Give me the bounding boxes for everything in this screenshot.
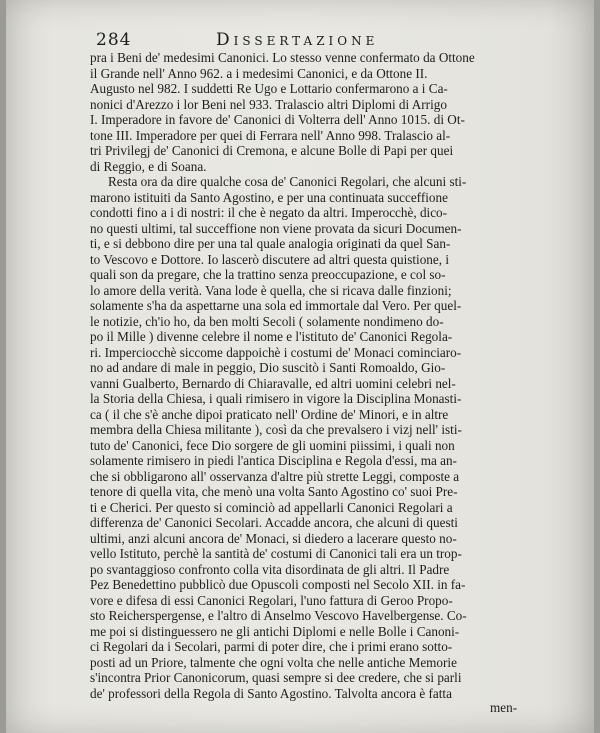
text-line: tri Privilegj de' Canonici di Cremona, e alcune Bolle di Papi per quei <box>90 143 454 158</box>
text-line: posti ad un Priore, talmente che ogni volta che nelle antiche Memorie <box>90 654 457 670</box>
text-line: le notizie, ch'io ho, da ben molti Secoli ( solamente nondimeno do- <box>90 313 444 329</box>
text-line: tuto de' Canonici, fece Dio sorgere de gli uomini piissimi, i quali non <box>90 437 455 453</box>
text-line: ri. Imperciocchè siccome dappoichè i costumi de' Monaci cominciaro- <box>90 344 462 360</box>
text-line: no ad andare di male in peggio, Dio suscitò i Santi Romoaldo, Gio- <box>90 360 446 375</box>
text-line: solamente rimisero in piedi l'antica Disciplina e Regola d'essi, ma an- <box>90 453 457 468</box>
text-line: il Grande nell' Anno 962. a i medesimi Canonici, e da Ottone II. <box>90 65 428 81</box>
text-line: pra i Beni de' medesimi Canonici. Lo stesso venne confermato da Ottone <box>90 50 475 65</box>
page-number: 284 <box>96 30 132 50</box>
text-line: de' professori della Regola di Santo Agostino. Talvolta ancora è fatta <box>90 685 452 701</box>
text-line: vanni Gualberto, Bernardo di Chiaravalle, ed altri uomini celebri nel- <box>90 375 456 391</box>
text-line: vore e difesa di essi Canonici Regolari, l'uno fattura di Geroo Propo- <box>90 592 453 608</box>
text-line: ca ( il che s'è anche dipoi praticato nell' Ordine de' Minori, e in altre <box>90 406 449 422</box>
text-line: di Reggio, e di Soana. <box>90 158 207 174</box>
text-line: ti, e si debbono dire per una tal quale analogia originati da quel San- <box>90 236 451 251</box>
text-line: solamente s'ha da aspettarne una sola ed immortale dal Vero. Per quel- <box>90 298 462 313</box>
text-line: Pez Benedettino pubblicò due Opuscoli composti nel Secolo XII. in fa- <box>90 577 466 592</box>
text-line: lo amore della verità. Vana lode è quella, che si ricava dalle finzioni; <box>90 282 452 298</box>
text-line: to Vescovo e Dottore. Io lascerò discutere ad altri questa quistione, i <box>90 251 450 267</box>
text-line: marono istituiti da Santo Agostino, e per una continuata succeffione <box>90 189 448 205</box>
text-line: po svantaggioso confronto colla vita disordinata de gli altri. Il Padre <box>90 561 450 577</box>
text-line: differenza de' Canonici Secolari. Accadde ancora, che alcuni di questi <box>90 515 458 530</box>
text-line: s'incontra Prior Canonicorum, quasi sempre si dee credere, che si parli <box>90 670 462 685</box>
book-page <box>6 0 594 733</box>
text-line: me poi si distinguessero ne gli antichi Diplomi e nelle Bolle i Canoni- <box>90 623 460 639</box>
text-line: ultimi, anzi alcuni ancora de' Monaci, si diedero a lacerare questo no- <box>90 530 457 546</box>
text-line: che si obbligarono all' osservanza d'altre più strette Leggi, composte a <box>90 468 460 484</box>
body-text <box>90 50 530 701</box>
text-line: I. Imperadore in favore de' Canonici di Volterra dell' Anno 1015. di Ot- <box>90 112 465 127</box>
text-line: nonici d'Arezzo i lor Beni nel 933. Tralascio altri Diplomi di Arrigo <box>90 96 447 112</box>
text-line: condotti fino a i di nostri: il che è negato da altri. Imperocchè, dico- <box>90 205 448 220</box>
text-line: ti e Cherici. Per questo si cominciò ad appellarli Canonici Regolari a <box>90 499 453 515</box>
text-line: sto Reicherspergense, e l'altro di Anselmo Vescovo Havelbergense. Co- <box>90 608 467 623</box>
text-line: Resta ora da dire qualche cosa de' Canonici Regolari, che alcuni sti- <box>108 174 467 189</box>
text-line: la Storia della Chiesa, i quali rimisero in vigore la Disciplina Monasti- <box>90 391 462 406</box>
text-line: ci Regolari da i Secolari, parmi di poter dire, che i primi erano sotto- <box>90 639 453 654</box>
text-line: no questi ultimi, tal succeffione non viene provata da sicuri Documen- <box>90 220 462 236</box>
running-title: Dissertazione <box>216 30 379 50</box>
text-line: quali son da pregare, che la trattino senza preoccupazione, e col so- <box>90 267 446 282</box>
text-line: tenore di quella vita, che menò una volta Santo Agostino co' suoi Pre- <box>90 484 458 499</box>
text-line: vello Istituto, perchè la santità de' costumi di Canonici tali era un trop- <box>90 546 462 561</box>
catchword: men- <box>490 700 518 715</box>
text-line: Augusto nel 982. I suddetti Re Ugo e Lottario confermarono a i Ca- <box>90 81 448 96</box>
text-line: tone III. Imperadore per quei di Ferrara nell' Anno 998. Tralascio al- <box>90 127 451 143</box>
text-line: membra della Chiesa militante ), così da che prevalsero i vizj nell' isti- <box>90 422 462 437</box>
text-line: po il Mille ) divenne celebre il nome e l'istituto de' Canonici Regola- <box>90 329 453 344</box>
